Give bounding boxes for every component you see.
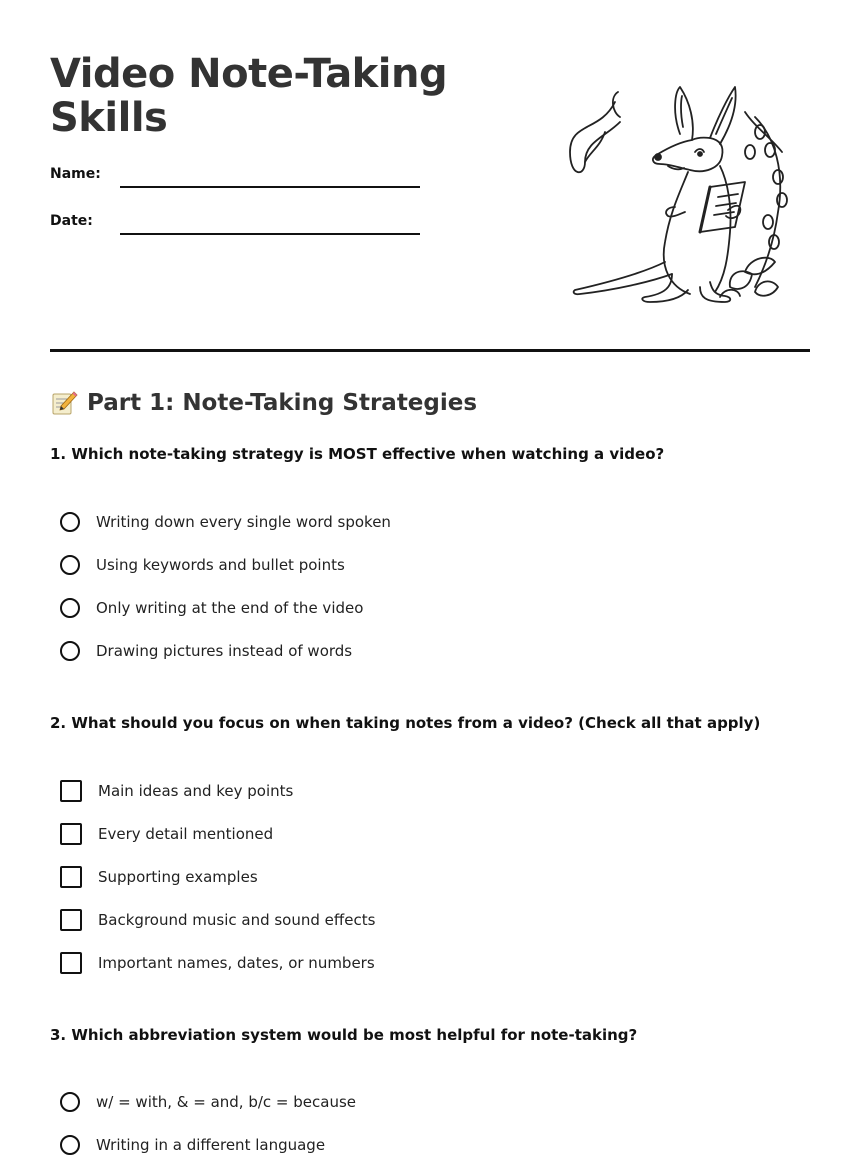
q1-option-1-label: Writing down every single word spoken (96, 513, 391, 531)
name-label: Name: (50, 166, 101, 182)
name-field[interactable] (50, 166, 420, 190)
question-1: 1. Which note-taking strategy is MOST effective when watching a video? (50, 445, 665, 463)
q2-option-4[interactable] (60, 907, 375, 933)
memo-icon (50, 389, 78, 417)
question-3: 3. Which abbreviation system would be most helpful for note-taking? (50, 1026, 638, 1044)
q1-option-4[interactable] (60, 638, 352, 664)
part1-title-text: Part 1: Note-Taking Strategies (87, 390, 478, 416)
q2-option-1-label: Main ideas and key points (98, 782, 294, 800)
q2-option-2-checkbox[interactable] (60, 823, 82, 845)
q2-option-3-label: Supporting examples (98, 868, 258, 886)
q3-option-1[interactable] (60, 1089, 356, 1115)
q1-option-1[interactable] (60, 509, 391, 535)
date-line[interactable] (120, 233, 420, 235)
q2-option-4-label: Background music and sound effects (98, 911, 376, 929)
worksheet-title: Video Note-Taking Skills (50, 51, 448, 141)
q1-option-1-radio[interactable] (60, 512, 80, 532)
question-2: 2. What should you focus on when taking notes from a video? (Check all that apply) (50, 714, 761, 732)
q1-option-4-label: Drawing pictures instead of words (96, 642, 353, 660)
q1-option-3-label: Only writing at the end of the video (96, 599, 364, 617)
q3-option-1-label: w/ = with, & = and, b/c = because (96, 1093, 357, 1111)
header-divider (50, 349, 810, 352)
q2-option-5[interactable] (60, 950, 375, 976)
q1-option-2[interactable] (60, 552, 345, 578)
q3-option-2-radio[interactable] (60, 1135, 80, 1155)
q2-option-1-checkbox[interactable] (60, 780, 82, 802)
q2-option-4-checkbox[interactable] (60, 909, 82, 931)
part1-title (50, 388, 477, 418)
q2-option-5-checkbox[interactable] (60, 952, 82, 974)
q2-option-3[interactable] (60, 864, 258, 890)
worksheet-page (50, 0, 810, 1161)
q2-option-2-label: Every detail mentioned (98, 825, 274, 843)
q2-option-1[interactable] (60, 778, 293, 804)
q3-option-2-label: Writing in a different language (96, 1136, 326, 1154)
q1-option-3-radio[interactable] (60, 598, 80, 618)
q1-option-3[interactable] (60, 595, 363, 621)
q3-option-1-radio[interactable] (60, 1092, 80, 1112)
q1-option-2-label: Using keywords and bullet points (96, 556, 345, 574)
q1-option-2-radio[interactable] (60, 555, 80, 575)
date-label: Date: (50, 213, 93, 229)
q2-option-5-label: Important names, dates, or numbers (98, 954, 375, 972)
q3-option-2[interactable] (60, 1132, 325, 1158)
q2-option-3-checkbox[interactable] (60, 866, 82, 888)
kangaroo-reading-notebook-icon (560, 82, 790, 312)
q2-option-2[interactable] (60, 821, 273, 847)
worksheet-header (50, 0, 810, 340)
date-field[interactable] (50, 213, 420, 237)
name-line[interactable] (120, 186, 420, 188)
q1-option-4-radio[interactable] (60, 641, 80, 661)
